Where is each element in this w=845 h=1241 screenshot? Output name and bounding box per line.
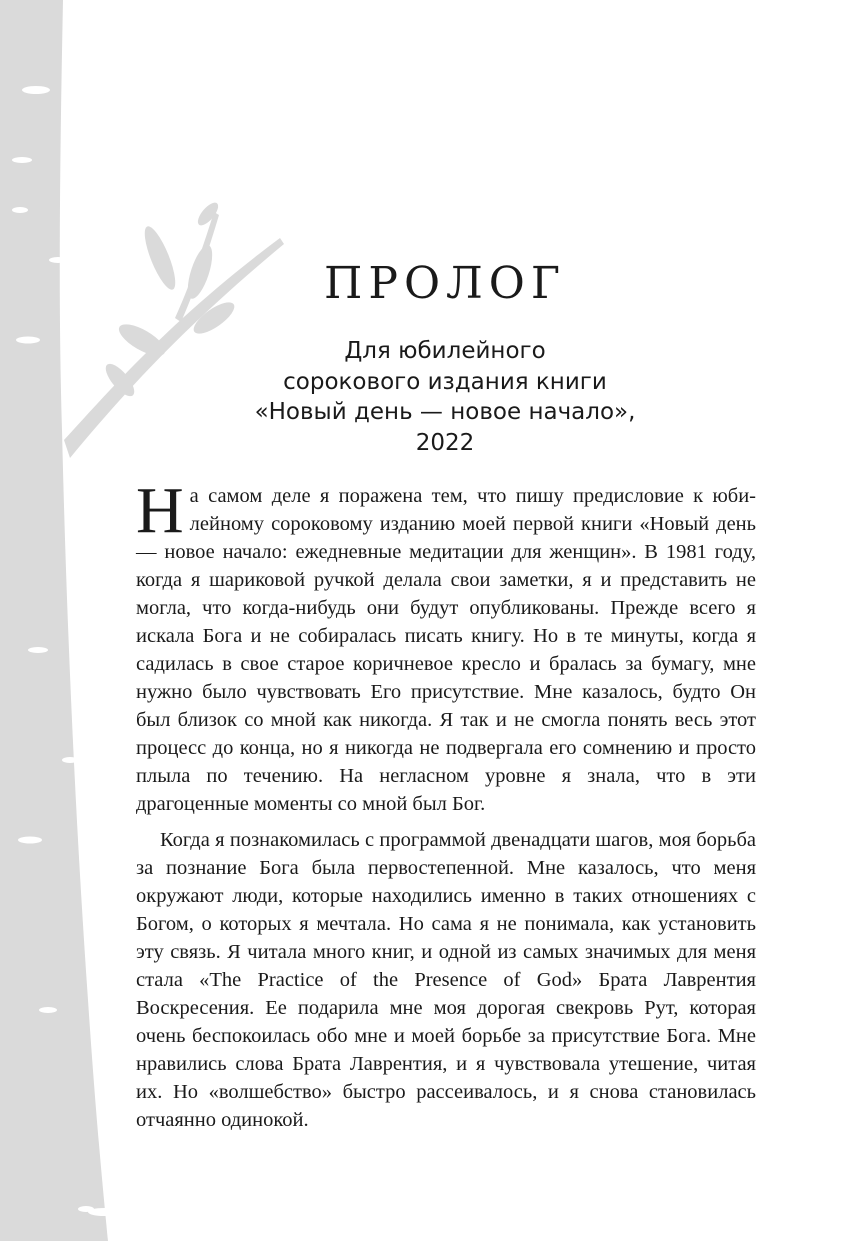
chapter-subtitle	[200, 336, 690, 458]
subtitle-line: Для юбилейного	[344, 338, 546, 364]
subtitle-line: «Новый день — новое начало»,	[254, 399, 636, 425]
paragraph: Когда я познакомилась с программой двенадцати шагов, моя борьба за познание Бога была первостепенной. Мне казалось, что меня окружают люди, которые находились именно в таких отношениях с Богом, о которых я мечтала. Но сама я не понимала, как установить эту связь. Я читала много книг, и одной из самых значимых для меня стала «The Practice of the Presence of God» Брата Лаврентия Воскресения. Ее подарила мне моя дорогая свекровь Рут, которая очень беспокоилась обо мне и моей борьбе за присутствие Бога. Мне нравились слова Брата Лаврентия, и я чувствовала утешение, читая их. Но «волшебство» быстро рассеивалось, и я снова становилась отчаянно одинокой.	[136, 829, 756, 1131]
paragraph	[136, 474, 756, 818]
chapter-title: ПРОЛОГ	[324, 258, 566, 309]
subtitle-line: 2022	[415, 429, 475, 456]
drop-cap: Н	[136, 474, 184, 547]
subtitle-line: сорокового издания книги	[283, 368, 607, 395]
body-text	[136, 474, 756, 1134]
paragraph-text: а самом деле я поражена тем, что пишу предисловие к юбилейному сороковому изданию моей первой книги «Новый день — новое начало: ежедневные медитации для женщин». В 1981 году, когда я шариковой ручкой делала свои заметки, я и представить не могла, что когда-нибудь они будут опубликованы. Прежде всего я искала Бога и не собиралась писать книгу. Но в те минуты, когда я садилась в свое старое коричневое кресло и бралась за бумагу, мне нужно было чувствовать Его присутствие. Мне казалось, будто Он был близок со мной как никогда. Я так и не смогла понять весь этот процесс до конца, но я никогда не подвергала его сомнению и просто плыла по течению. На негласном уровне я знала, что в эти драгоценные моменты со мной был Бог.	[136, 485, 756, 815]
